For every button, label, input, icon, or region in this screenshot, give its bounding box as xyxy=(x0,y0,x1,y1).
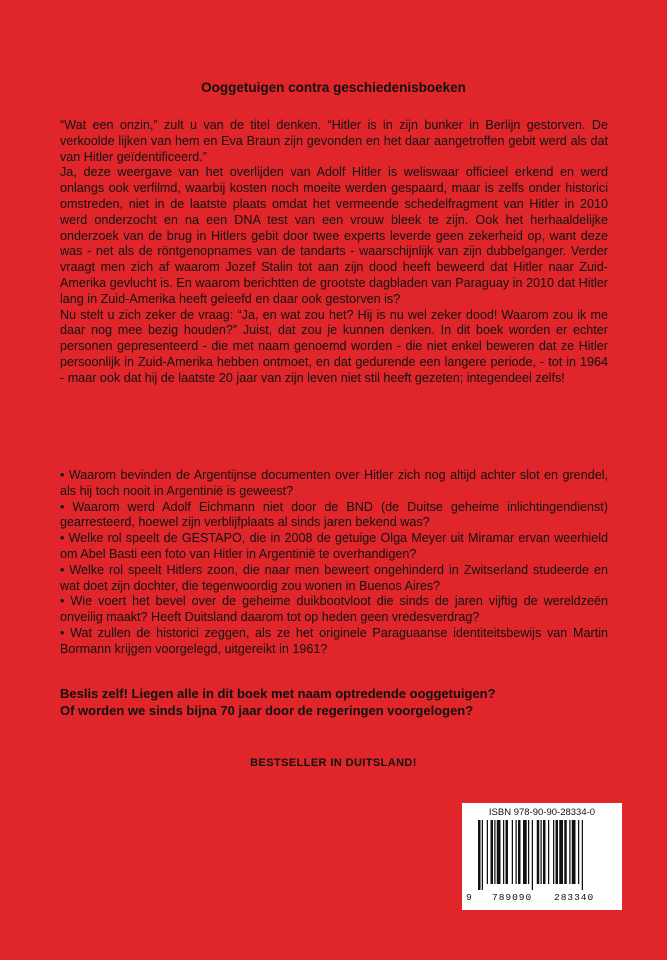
closing-question-line-2: Of worden we sinds bijna 70 jaar door de regeringen voorgelogen? xyxy=(60,703,474,718)
blurb-paragraph-3: Nu stelt u zich zeker de vraag: “Ja, en wat zou het? Hij is nu wel zeker dood! Waarom zou ik me daar nog mee bezig houden?” Juist, dat zou je kunnen denken. In dit boek worden er echter personen gepresenteerd - die met naam genoemd worden - die niet enkel beweren dat ze Hitler persoonlijk in Zuid-Amerika hebben ontmoet, en dat gedurende een langere periode, - tot in 1964 - maar ook dat hij de laatste 20 jaar van zijn leven niet stil heeft gezeten; integendeel zelfs! xyxy=(60,307,608,385)
closing-question-line-1: Beslis zelf! Liegen alle in dit boek met naam optredende ooggetuigen? xyxy=(60,686,496,701)
barcode-bar xyxy=(497,820,501,884)
blurb-paragraph-2: Ja, deze weergave van het overlijden van Adolf Hitler is weliswaar officieel erkend en werd onlangs ook verfilmd, waarbij kosten noch moeite werden gespaard, maar is zelfs onder historici omstreden, niet in de laatste plaats omdat het vermeende schedelfragment van Hitler in 2010 werd onderzocht en na een DNA test van een vrouw bleek te zijn. Ook het herhaaldelijke onderzoek van de brug in Hitlers gebit door twee experts leverde geen zekerheid op, want deze was - net als de röntgenopnames van de tandarts - waarschijnlijk van zijn dubbelganger. Verder vraagt men zich af waarom Jozef Stalin tot aan zijn dood heeft beweerd dat Hitler naar Zuid-Amerika gevlucht is. En waarom berichtten de grootste dagbladen van Paraguay in 2010 dat Hitler lang in Zuid-Amerika heeft geleefd en daar ook gestorven is? xyxy=(60,165,608,306)
barcode-bar xyxy=(564,820,567,884)
bestseller-tagline: BESTSELLER IN DUITSLAND! xyxy=(250,757,417,769)
barcode-bar xyxy=(543,820,546,884)
barcode-bar xyxy=(541,820,542,884)
barcode-bar xyxy=(494,820,495,884)
barcode-bar xyxy=(532,820,533,890)
barcode-bar xyxy=(482,820,483,890)
barcode-bar xyxy=(503,820,504,884)
barcode-bar xyxy=(569,820,570,884)
barcode-bar xyxy=(553,820,554,884)
barcode-bar xyxy=(556,820,559,884)
barcode-bar xyxy=(523,820,527,884)
bullet-item: • Wie voert het bevel over de geheime duikbootvloot die sinds de jaren vijftig de wereldzeën onveilig maakt? Heeft Duitsland daarom tot op heden geen vredesverdrag? xyxy=(60,594,608,625)
barcode-lead-digit: 9 xyxy=(466,892,472,903)
question-bullet-list xyxy=(60,468,608,658)
barcode-bar xyxy=(518,820,521,884)
closing-question xyxy=(60,685,620,719)
bullet-item: • Waarom werd Adolf Eichmann niet door de BND (de Duitse geheime inlichtingendienst) gearresteerd, hoewel zijn verblijfplaats al sinds jaren bekend was? xyxy=(60,499,608,530)
barcode-bar xyxy=(512,820,513,884)
bullet-item: • Wat zullen de historici zeggen, als ze het originele Paraguaanse identiteitsbewijs van Martin Bormann krijgen voorgelegd, uitgereikt in 1961? xyxy=(60,625,608,656)
barcode-bar xyxy=(572,820,576,884)
blurb-text xyxy=(60,118,608,387)
barcode-bar xyxy=(537,820,540,884)
barcode-bar xyxy=(506,820,509,884)
barcode-bar xyxy=(491,820,494,884)
barcode-bar xyxy=(578,820,579,884)
bullet-item: • Welke rol speelt de GESTAPO, die in 2008 de getuige Olga Meyer uit Miramar ervan weerhield om Abel Basti een foto van Hitler in Argentinië te overhandigen? xyxy=(60,531,608,561)
barcode-bar xyxy=(516,820,517,884)
barcode-bar xyxy=(548,820,549,884)
isbn-label: ISBN 978-90-90-28334-0 xyxy=(488,807,596,818)
blurb-paragraph-1: “Wat een onzin,” zult u van de titel denken. “Hitler is in zijn bunker in Berlijn gestorven. De verkoolde lijken van hem en Eva Braun zijn gevonden en het daar aangetroffen gebit werd als dat van Hitler geïdentificeerd.” xyxy=(60,118,608,164)
cover-title: Ooggetuigen contra geschiedenisboeken xyxy=(201,80,466,95)
barcode-digit-group-2: 283340 xyxy=(554,892,595,903)
barcode-digit-group-1: 789090 xyxy=(492,892,533,903)
barcode-bar xyxy=(559,820,563,884)
barcode-bar xyxy=(582,820,583,890)
barcode-bars xyxy=(476,820,616,890)
bullet-item: • Welke rol speelt Hitlers zoon, die naar men beweert ongehinderd in Zwitserland studeerde en wat doet zijn dochter, die tegenwoordig zou wonen in Buenos Aires? xyxy=(60,562,608,593)
barcode-bar xyxy=(478,820,481,890)
barcode-digits xyxy=(462,892,622,906)
barcode-bar xyxy=(528,820,529,884)
bullet-item: • Waarom bevinden de Argentijnse documenten over Hitler zich nog altijd achter slot en grendel, als hij toch nooit in Argentinië is geweest? xyxy=(60,468,608,498)
isbn-barcode xyxy=(462,803,622,910)
barcode-bar xyxy=(487,820,488,884)
